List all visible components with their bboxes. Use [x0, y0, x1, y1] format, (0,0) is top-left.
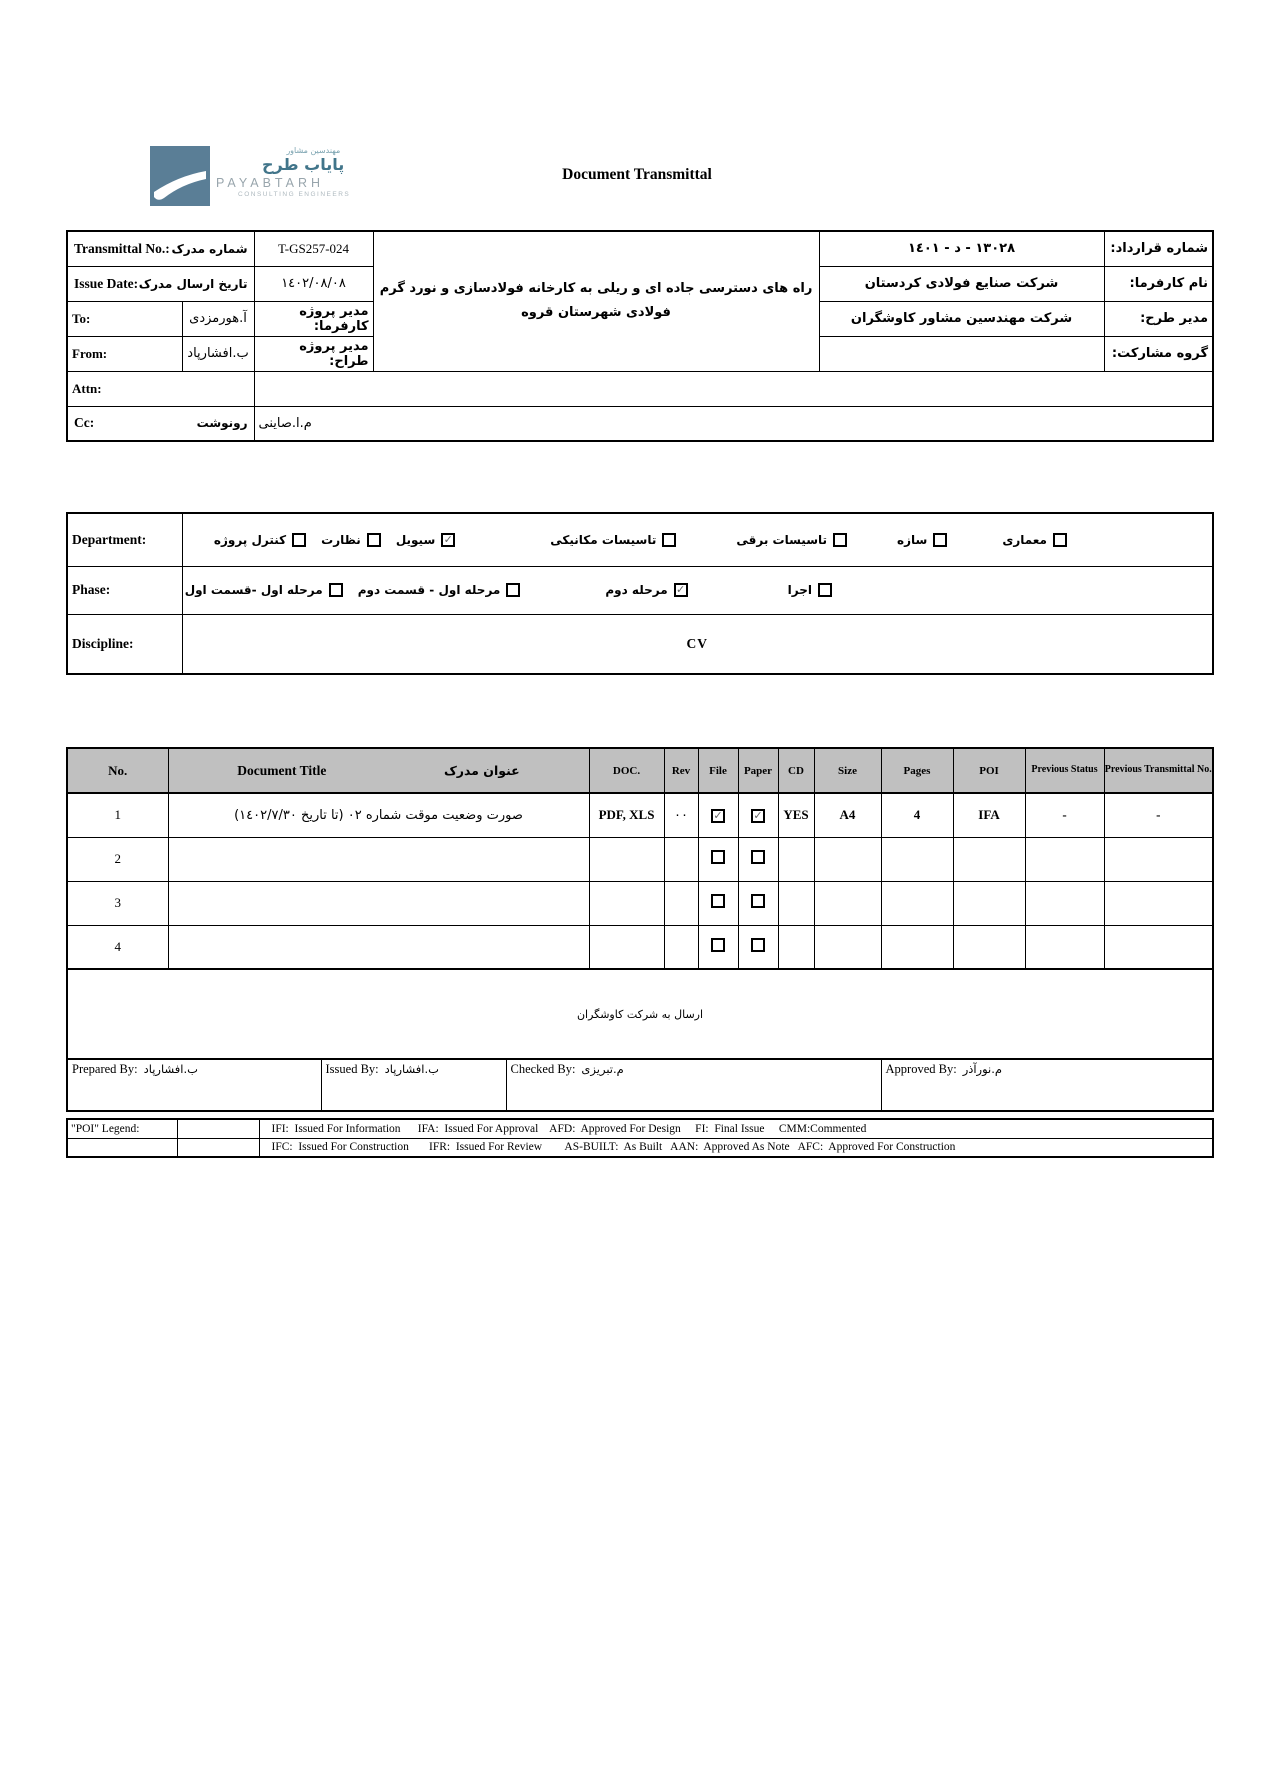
- row2-rev: [664, 837, 698, 881]
- document-row-2: [67, 837, 1213, 881]
- issued-by-cell: [321, 1059, 506, 1111]
- poi-legend-spacer-1: [177, 1119, 259, 1138]
- transmittal-header-table: [66, 230, 1214, 442]
- approved-by-cell: [881, 1059, 1213, 1111]
- row3-cd: [778, 881, 814, 925]
- contract-no-label: شماره قرارداد:: [1104, 231, 1213, 266]
- client-name-label: نام کارفرما:: [1104, 266, 1213, 301]
- cc-label-en: Cc:: [74, 415, 95, 431]
- row3-size: [814, 881, 881, 925]
- department-label: Department:: [67, 513, 182, 566]
- row4-size: [814, 925, 881, 969]
- checkbox-barghi[interactable]: [833, 533, 847, 547]
- issue-date-value: ١٤٠٢/٠٨/٠٨: [254, 266, 373, 301]
- document-row-1: [67, 793, 1213, 837]
- transmittal-no-value: T-GS257-024: [254, 231, 373, 266]
- row4-cd: [778, 925, 814, 969]
- prepared-by-value: ب.افشارپاد: [143, 1062, 198, 1076]
- row1-poi: IFA: [953, 793, 1025, 837]
- row2-title: [168, 837, 589, 881]
- classification-table: [66, 512, 1214, 675]
- col-header-poi: POI: [953, 748, 1025, 793]
- row3-poi: [953, 881, 1025, 925]
- checkbox-aval-ghesmat-dovom[interactable]: [506, 583, 520, 597]
- row3-file-checkbox[interactable]: [711, 894, 725, 908]
- prepared-by-cell: [67, 1059, 321, 1111]
- discipline-value: CV: [182, 614, 1213, 674]
- row1-size: A4: [814, 793, 881, 837]
- row2-cd: [778, 837, 814, 881]
- from-label: From:: [67, 336, 182, 371]
- row3-prev-status: [1025, 881, 1104, 925]
- department-option-mekaniki: تاسیسات مکانیکی: [550, 533, 676, 547]
- row4-rev: [664, 925, 698, 969]
- issued-by-label: Issued By:: [325, 1062, 379, 1076]
- col-header-cd: CD: [778, 748, 814, 793]
- col-header-prev-transmittal: Previous Transmittal No.: [1104, 748, 1213, 793]
- row3-prev-transmittal: [1104, 881, 1213, 925]
- row1-paper-checkbox[interactable]: [751, 809, 765, 823]
- row2-poi: [953, 837, 1025, 881]
- checkbox-sazeh[interactable]: [933, 533, 947, 547]
- approved-by-value: م.نورآذر: [962, 1062, 1003, 1076]
- row1-rev: ٠٠: [664, 793, 698, 837]
- row2-doc: [589, 837, 664, 881]
- department-option-nezarat: نظارت: [321, 533, 381, 547]
- attn-label: Attn:: [67, 371, 254, 406]
- row1-title: صورت وضعیت موقت شماره ٠٢ (تا تاریخ ١٤٠٢/٧/٣٠): [168, 793, 589, 837]
- approved-by-label: Approved By:: [885, 1062, 957, 1076]
- checkbox-memari[interactable]: [1053, 533, 1067, 547]
- from-value: ب.افشارپاد: [182, 336, 254, 371]
- row3-paper-checkbox[interactable]: [751, 894, 765, 908]
- col-header-file: File: [698, 748, 738, 793]
- row4-file-checkbox[interactable]: [711, 938, 725, 952]
- design-manager-value: شرکت مهندسین مشاور کاوشگران: [819, 301, 1104, 336]
- row2-prev-transmittal: [1104, 837, 1213, 881]
- checked-by-cell: [506, 1059, 881, 1111]
- checkbox-marhale-dovom[interactable]: [674, 583, 688, 597]
- logo-name-fa: پایاب طرح: [262, 155, 345, 174]
- documents-table: [66, 747, 1214, 1060]
- department-option-barghi: تاسیسات برقی: [736, 533, 847, 547]
- department-option-memari: معماری: [1002, 533, 1067, 547]
- col-header-title-en: Document Title: [237, 762, 327, 778]
- poi-legend-spacer-3: [177, 1138, 259, 1157]
- poi-legend-table: [66, 1118, 1214, 1158]
- partnership-group-label: گروه مشارکت:: [1104, 336, 1213, 371]
- transmittal-no-label-fa: شماره مدرک: [171, 241, 248, 256]
- checked-by-label: Checked By:: [510, 1062, 576, 1076]
- issued-by-value: ب.افشارپاد: [384, 1062, 439, 1076]
- row4-no: 4: [67, 925, 168, 969]
- col-header-doc: DOC.: [589, 748, 664, 793]
- logo-subtitle-en: CONSULTING ENGINEERS: [238, 191, 351, 198]
- prepared-by-label: Prepared By:: [72, 1062, 138, 1076]
- row4-title: [168, 925, 589, 969]
- checkbox-aval-ghesmat-aval[interactable]: [329, 583, 343, 597]
- col-header-paper: Paper: [738, 748, 778, 793]
- cc-value: م.ا.صاینی: [254, 406, 1213, 441]
- row3-rev: [664, 881, 698, 925]
- col-header-rev: Rev: [664, 748, 698, 793]
- row4-prev-status: [1025, 925, 1104, 969]
- col-header-size: Size: [814, 748, 881, 793]
- phase-label: Phase:: [67, 566, 182, 614]
- row2-prev-status: [1025, 837, 1104, 881]
- signatures-table: [66, 1058, 1214, 1112]
- cc-label-fa: رونوشت: [196, 416, 248, 431]
- issue-date-label-fa: تاریخ ارسال مدرک: [138, 276, 248, 291]
- phase-option-aval-ghesmat-dovom: مرحله اول - قسمت دوم: [358, 583, 521, 597]
- phase-option-ejra: اجرا: [788, 583, 832, 597]
- department-option-control-prozhe: کنترل پروژه: [214, 533, 306, 547]
- phase-option-marhale-dovom: ✓ مرحله دوم: [605, 583, 687, 597]
- checked-by-value: م.تبریزی: [581, 1062, 624, 1076]
- department-option-civil: ✓ سیویل: [396, 533, 455, 547]
- row1-no: 1: [67, 793, 168, 837]
- row2-pages: [881, 837, 953, 881]
- row2-no: 2: [67, 837, 168, 881]
- col-header-pages: Pages: [881, 748, 953, 793]
- logo-name-en: PAYABTARH: [216, 176, 325, 190]
- row2-paper-checkbox[interactable]: [751, 850, 765, 864]
- poi-legend-line-1: IFI: Issued For Information IFA: Issued For Approval AFD: Approved For Design FI: Final Issue CMM:Commented: [259, 1119, 1213, 1138]
- row1-prev-status: -: [1025, 793, 1104, 837]
- to-role-label: مدیر پروژه کارفرما:: [254, 301, 373, 336]
- row4-paper-checkbox[interactable]: [751, 938, 765, 952]
- checkbox-civil[interactable]: [441, 533, 455, 547]
- row4-poi: [953, 925, 1025, 969]
- col-header-prev-status: Previous Status: [1025, 748, 1104, 793]
- department-option-sazeh: سازه: [897, 533, 947, 547]
- row4-pages: [881, 925, 953, 969]
- discipline-label: Discipline:: [67, 614, 182, 674]
- transmittal-no-label-en: Transmittal No.:: [74, 240, 170, 256]
- row3-title: [168, 881, 589, 925]
- issue-date-label-en: Issue Date:: [74, 275, 139, 291]
- client-name-value: شرکت صنایع فولادی کردستان: [819, 266, 1104, 301]
- row3-pages: [881, 881, 953, 925]
- attn-value: [254, 371, 1213, 406]
- row3-no: 3: [67, 881, 168, 925]
- phase-option-aval-ghesmat-aval: مرحله اول -قسمت اول: [185, 583, 343, 597]
- row1-file-checkbox[interactable]: [711, 809, 725, 823]
- document-row-3: [67, 881, 1213, 925]
- checkbox-control-prozhe[interactable]: [292, 533, 306, 547]
- checkbox-ejra[interactable]: [818, 583, 832, 597]
- col-header-title-fa: عنوان مدرک: [443, 763, 520, 778]
- row4-doc: [589, 925, 664, 969]
- logo-tagline-fa: مهندسین مشاور: [286, 146, 341, 155]
- poi-legend-line-2: IFC: Issued For Construction IFR: Issued For Review AS-BUILT: As Built AAN: Approved As Note AFC: Approved For Construction: [259, 1138, 1213, 1157]
- poi-legend-label: "POI" Legend:: [67, 1119, 177, 1138]
- to-label: To:: [67, 301, 182, 336]
- from-role-label: مدیر پروژه طراح:: [254, 336, 373, 371]
- design-manager-label: مدیر طرح:: [1104, 301, 1213, 336]
- row1-pages: 4: [881, 793, 953, 837]
- row4-prev-transmittal: [1104, 925, 1213, 969]
- page-title: Document Transmittal: [562, 166, 712, 183]
- col-header-no: No.: [67, 748, 168, 793]
- document-row-4: [67, 925, 1213, 969]
- to-value: آ.هورمزدی: [182, 301, 254, 336]
- poi-legend-spacer-2: [67, 1138, 177, 1157]
- row3-doc: [589, 881, 664, 925]
- row1-doc: PDF, XLS: [589, 793, 664, 837]
- row2-size: [814, 837, 881, 881]
- row1-cd: YES: [778, 793, 814, 837]
- partnership-group-value: [819, 336, 1104, 371]
- row2-file-checkbox[interactable]: [711, 850, 725, 864]
- checkbox-mekaniki[interactable]: [662, 533, 676, 547]
- checkbox-nezarat[interactable]: [367, 533, 381, 547]
- project-title: راه های دسترسی جاده ای و ریلی به کارخانه فولادسازی و نورد گرم فولادی شهرستان قروه: [373, 231, 819, 371]
- transmittal-note: ارسال به شرکت کاوشگران: [67, 969, 1213, 1059]
- row1-prev-transmittal: -: [1104, 793, 1213, 837]
- contract-no-value: ١٣٠٢٨ - د - ١٤٠١: [819, 231, 1104, 266]
